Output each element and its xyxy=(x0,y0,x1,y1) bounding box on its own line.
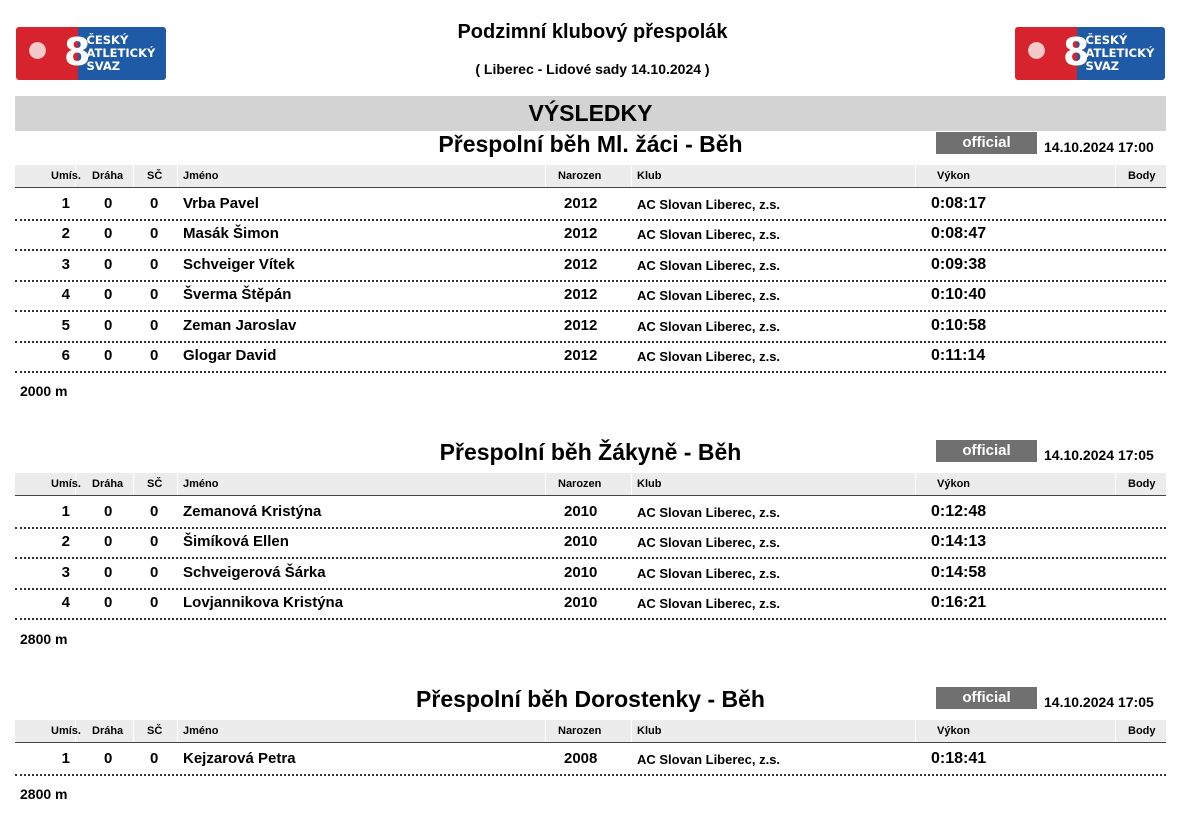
cell-name: Šverma Štěpán xyxy=(183,286,292,304)
cell-bib: 0 xyxy=(150,255,159,273)
column-divider xyxy=(631,165,632,187)
column-header-bib: SČ xyxy=(147,725,163,737)
table-row xyxy=(15,311,1166,343)
cell-rank: 4 xyxy=(61,594,70,612)
cell-name: Kejzarová Petra xyxy=(183,750,296,767)
cell-club: AC Slovan Liberec, z.s. xyxy=(637,505,781,520)
cell-name: Zeman Jaroslav xyxy=(183,316,297,334)
column-divider xyxy=(915,720,916,742)
column-header-born: Narozen xyxy=(558,478,602,490)
cell-born: 2012 xyxy=(564,316,598,334)
cell-bib: 0 xyxy=(150,503,159,520)
cell-lane: 0 xyxy=(104,533,113,551)
event-title: Přespolní běh Dorostenky - Běh xyxy=(416,686,765,712)
cell-rank: 3 xyxy=(61,255,70,273)
cell-performance: 0:14:58 xyxy=(931,563,987,581)
cell-club: AC Slovan Liberec, z.s. xyxy=(637,227,781,243)
cell-rank: 1 xyxy=(61,195,70,212)
column-header-club: Klub xyxy=(637,725,662,737)
cell-born: 2012 xyxy=(564,195,598,212)
cell-club: AC Slovan Liberec, z.s. xyxy=(637,535,781,551)
table-header xyxy=(15,165,1166,188)
cell-lane: 0 xyxy=(104,255,113,273)
cell-club: AC Slovan Liberec, z.s. xyxy=(637,197,781,212)
logo-line-3: SVAZ xyxy=(86,59,121,73)
column-header-bib: SČ xyxy=(147,478,163,490)
cell-club: AC Slovan Liberec, z.s. xyxy=(637,288,781,304)
cell-rank: 2 xyxy=(61,225,70,243)
logo-line-2: ATLETICKÝ xyxy=(86,46,156,60)
event-title: Přespolní běh Ml. žáci - Běh xyxy=(438,131,743,157)
cell-born: 2010 xyxy=(564,533,598,551)
cell-name: Schveiger Vítek xyxy=(183,255,295,273)
column-header-club: Klub xyxy=(637,478,662,490)
column-divider xyxy=(631,720,632,742)
column-divider xyxy=(177,720,178,742)
event-distance: 2800 m xyxy=(20,630,68,647)
cell-performance: 0:11:14 xyxy=(931,347,986,364)
status-badge: official xyxy=(936,132,1037,154)
table-row xyxy=(15,527,1166,559)
cell-born: 2012 xyxy=(564,347,598,364)
cell-lane: 0 xyxy=(104,316,113,334)
cell-performance: 0:14:13 xyxy=(931,533,987,551)
cell-club: AC Slovan Liberec, z.s. xyxy=(637,257,781,273)
logo-line-1: ČESKÝ xyxy=(1085,33,1128,47)
cell-rank: 1 xyxy=(61,750,70,767)
cell-lane: 0 xyxy=(104,503,113,520)
cell-born: 2012 xyxy=(564,225,598,243)
column-divider xyxy=(1115,720,1116,742)
cell-lane: 0 xyxy=(104,594,113,612)
event-distance: 2800 m xyxy=(20,786,68,803)
table-row xyxy=(15,280,1166,312)
cell-born: 2012 xyxy=(564,255,598,273)
table-row xyxy=(15,744,1166,776)
cell-performance: 0:18:41 xyxy=(931,750,987,767)
column-header-points: Body xyxy=(1128,170,1156,182)
cell-rank: 1 xyxy=(61,503,70,520)
table-row xyxy=(15,250,1166,282)
table-row xyxy=(15,497,1166,529)
column-header-born: Narozen xyxy=(558,170,602,182)
column-header-born: Narozen xyxy=(558,725,602,737)
column-divider xyxy=(133,165,134,187)
event-datetime: 14.10.2024 17:00 xyxy=(1044,139,1154,155)
column-header-performance: Výkon xyxy=(937,725,971,737)
cell-bib: 0 xyxy=(150,286,159,304)
cell-bib: 0 xyxy=(150,316,159,334)
table-header xyxy=(15,473,1166,496)
column-header-bib: SČ xyxy=(147,170,163,182)
cell-performance: 0:12:48 xyxy=(931,503,987,520)
cell-born: 2008 xyxy=(564,750,598,767)
cell-bib: 0 xyxy=(150,563,159,581)
column-header-lane: Dráha xyxy=(92,170,124,182)
column-divider xyxy=(631,473,632,495)
results-banner: VÝSLEDKY xyxy=(15,96,1166,131)
column-header-lane: Dráha xyxy=(92,478,124,490)
column-divider xyxy=(545,473,546,495)
cell-bib: 0 xyxy=(150,594,159,612)
figure-eight-icon: 8 xyxy=(1063,30,1090,74)
cell-lane: 0 xyxy=(104,225,113,243)
cell-club: AC Slovan Liberec, z.s. xyxy=(637,349,781,364)
cell-rank: 2 xyxy=(61,533,70,551)
column-divider xyxy=(133,473,134,495)
column-header-points: Body xyxy=(1128,478,1156,490)
event-datetime: 14.10.2024 17:05 xyxy=(1044,694,1154,710)
cell-club: AC Slovan Liberec, z.s. xyxy=(637,752,781,767)
cell-performance: 0:08:17 xyxy=(931,195,987,212)
cell-performance: 0:08:47 xyxy=(931,225,987,243)
cell-performance: 0:10:40 xyxy=(931,286,987,304)
cell-club: AC Slovan Liberec, z.s. xyxy=(637,565,781,581)
cell-club: AC Slovan Liberec, z.s. xyxy=(637,318,781,334)
column-divider xyxy=(915,473,916,495)
table-row xyxy=(15,189,1166,221)
column-header-name: Jméno xyxy=(183,725,219,737)
cell-lane: 0 xyxy=(104,563,113,581)
cell-lane: 0 xyxy=(104,750,113,767)
table-row xyxy=(15,341,1166,373)
cell-name: Schveigerová Šárka xyxy=(183,563,326,581)
logo-line-2: ATLETICKÝ xyxy=(1085,46,1155,60)
document-title: Podzimní klubový přespolák xyxy=(457,21,728,43)
cell-bib: 0 xyxy=(150,347,159,364)
cell-rank: 4 xyxy=(61,286,70,304)
column-divider xyxy=(545,165,546,187)
cell-bib: 0 xyxy=(150,533,159,551)
table-header xyxy=(15,720,1166,743)
event-distance: 2000 m xyxy=(20,383,68,400)
column-header-name: Jméno xyxy=(183,478,219,490)
status-badge: official xyxy=(936,440,1037,462)
cell-bib: 0 xyxy=(150,195,159,212)
cell-lane: 0 xyxy=(104,286,113,304)
logo-line-3: SVAZ xyxy=(1085,59,1120,73)
cell-rank: 5 xyxy=(61,316,70,334)
cell-bib: 0 xyxy=(150,225,159,243)
cell-performance: 0:09:38 xyxy=(931,255,987,273)
column-divider xyxy=(545,720,546,742)
cell-name: Vrba Pavel xyxy=(183,195,259,212)
cell-name: Šimíková Ellen xyxy=(183,533,289,551)
figure-eight-icon: 8 xyxy=(64,30,91,74)
column-header-club: Klub xyxy=(637,170,662,182)
logo-line-1: ČESKÝ xyxy=(86,33,129,47)
table-row xyxy=(15,588,1166,620)
cell-name: Glogar David xyxy=(183,347,277,364)
column-divider xyxy=(1115,165,1116,187)
cell-performance: 0:16:21 xyxy=(931,594,987,612)
column-header-name: Jméno xyxy=(183,170,219,182)
table-row xyxy=(15,219,1166,251)
column-header-performance: Výkon xyxy=(937,478,971,490)
column-divider xyxy=(915,165,916,187)
cell-born: 2012 xyxy=(564,286,598,304)
column-divider xyxy=(133,720,134,742)
cell-name: Lovjannikova Kristýna xyxy=(183,594,344,612)
event-datetime: 14.10.2024 17:05 xyxy=(1044,447,1154,463)
column-divider xyxy=(177,473,178,495)
cell-born: 2010 xyxy=(564,503,598,520)
column-header-rank: Umís. xyxy=(51,725,81,737)
column-header-lane: Dráha xyxy=(92,725,124,737)
cell-rank: 6 xyxy=(61,347,70,364)
column-header-rank: Umís. xyxy=(51,478,81,490)
column-header-rank: Umís. xyxy=(51,170,81,182)
cell-lane: 0 xyxy=(104,347,113,364)
column-divider xyxy=(1115,473,1116,495)
status-badge: official xyxy=(936,687,1037,709)
cell-rank: 3 xyxy=(61,563,70,581)
cell-name: Zemanová Kristýna xyxy=(183,503,322,520)
column-header-performance: Výkon xyxy=(937,170,971,182)
column-header-points: Body xyxy=(1128,725,1156,737)
column-divider xyxy=(177,165,178,187)
event-title: Přespolní běh Žákyně - Běh xyxy=(439,439,742,465)
cell-born: 2010 xyxy=(564,563,598,581)
cell-performance: 0:10:58 xyxy=(931,316,987,334)
cell-lane: 0 xyxy=(104,195,113,212)
cell-club: AC Slovan Liberec, z.s. xyxy=(637,596,781,612)
cell-bib: 0 xyxy=(150,750,159,767)
cell-born: 2010 xyxy=(564,594,598,612)
cell-name: Masák Šimon xyxy=(183,225,279,243)
document-subtitle: ( Liberec - Lidové sady 14.10.2024 ) xyxy=(475,61,710,77)
table-row xyxy=(15,558,1166,590)
